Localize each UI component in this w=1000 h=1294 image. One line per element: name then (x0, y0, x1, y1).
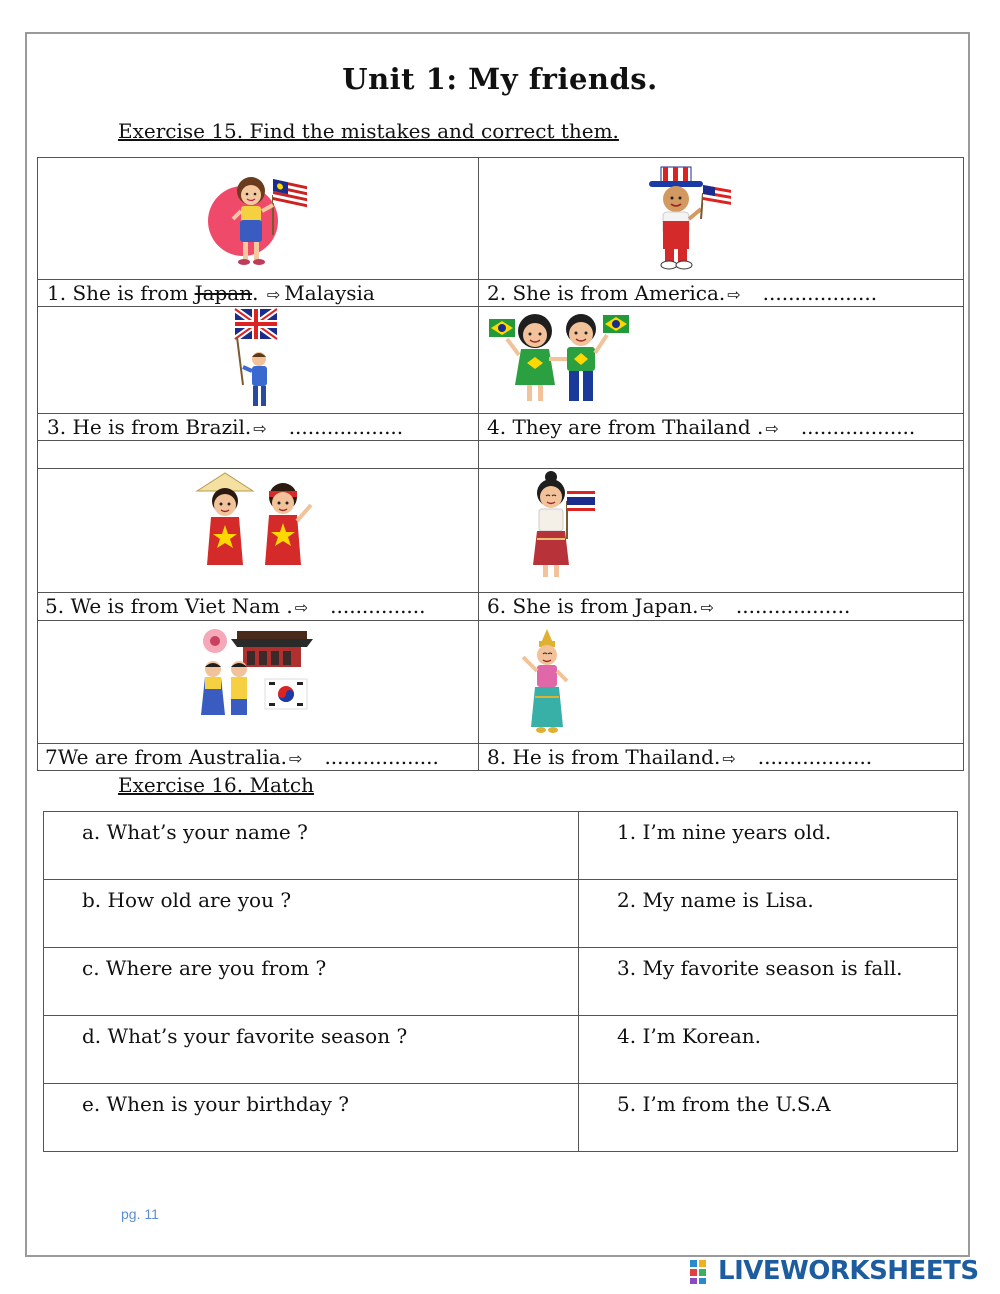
vietnam-children-icon (195, 469, 320, 587)
match-answer[interactable]: 5. I’m from the U.S.A (617, 1092, 831, 1116)
answer-blank[interactable]: .................. (324, 745, 439, 769)
page-number: pg. 11 (121, 1206, 159, 1222)
match-question[interactable]: b. How old are you ? (82, 888, 292, 912)
exercise-15-item-4 (487, 415, 915, 441)
match-question[interactable]: d. What’s your favorite season ? (82, 1024, 408, 1048)
thai-dancer-icon (517, 627, 577, 739)
outline-right-arrow-icon: ⇨ (722, 749, 736, 768)
answer-blank[interactable]: .................. (757, 745, 873, 769)
match-row (43, 1083, 958, 1152)
liveworksheets-logo-icon (690, 1260, 716, 1284)
column-divider (578, 1084, 579, 1151)
answer-blank[interactable]: .................. (288, 415, 404, 439)
brand-logo[interactable] (690, 1256, 979, 1286)
outline-right-arrow-icon: ⇨ (266, 285, 281, 304)
outline-right-arrow-icon: ⇨ (765, 419, 779, 438)
match-row (43, 1015, 958, 1084)
item-text: 1. She is from (47, 281, 189, 305)
column-divider (578, 1016, 579, 1083)
page-title: Unit 1: My friends. (342, 62, 658, 96)
match-row (43, 811, 958, 880)
outline-right-arrow-icon: ⇨ (294, 598, 309, 617)
struck-word: Japan (194, 281, 253, 305)
match-question[interactable]: a. What’s your name ? (82, 820, 308, 844)
korea-children-icon (199, 623, 314, 723)
match-row (43, 947, 958, 1016)
outline-right-arrow-icon: ⇨ (289, 749, 303, 768)
column-divider (578, 880, 579, 947)
brazil-children-icon (485, 309, 635, 407)
item-text: 2. She is from America. (487, 281, 726, 305)
item-text: 8. He is from Thailand. (487, 745, 721, 769)
column-divider (578, 948, 579, 1015)
answer-text: Malaysia (284, 281, 375, 305)
brand-name: LIVEWORKSHEETS (718, 1256, 979, 1286)
match-answer[interactable]: 3. My favorite season is fall. (617, 956, 903, 980)
answer-blank[interactable]: ............... (330, 594, 426, 618)
exercise-15-heading: Exercise 15. Find the mistakes and correct them. (118, 119, 619, 143)
match-answer[interactable]: 4. I’m Korean. (617, 1024, 762, 1048)
match-row (43, 879, 958, 948)
item-text: 5. We is from Viet Nam . (45, 594, 293, 618)
answer-blank[interactable]: .................. (762, 281, 878, 305)
column-divider (578, 812, 579, 879)
match-question[interactable]: e. When is your birthday ? (82, 1092, 350, 1116)
item-text: 3. He is from Brazil. (47, 415, 252, 439)
exercise-15-item-8 (487, 745, 872, 771)
exercise-15-item-1 (47, 281, 375, 307)
item-text: 6. She is from Japan. (487, 594, 699, 618)
exercise-15-item-6 (487, 594, 850, 620)
answer-blank[interactable]: .................. (735, 594, 851, 618)
exercise-15-item-5 (45, 594, 426, 620)
thai-girl-icon (521, 469, 601, 587)
empty-cell (37, 440, 479, 469)
item-text: 4. They are from Thailand . (487, 415, 764, 439)
empty-cell (478, 440, 964, 469)
match-answer[interactable]: 2. My name is Lisa. (617, 888, 814, 912)
exercise-16-heading: Exercise 16. Match (118, 773, 315, 797)
answer-blank[interactable]: .................. (800, 415, 916, 439)
exercise-16-table (43, 811, 958, 1152)
match-question[interactable]: c. Where are you from ? (82, 956, 327, 980)
exercise-15-item-7 (45, 745, 439, 771)
item-text: 7We are from Australia. (45, 745, 288, 769)
malaysia-girl-icon (207, 165, 317, 273)
item-punct: . (252, 281, 265, 305)
america-boy-icon (645, 163, 745, 273)
outline-right-arrow-icon: ⇨ (700, 598, 714, 617)
exercise-15-item-2 (487, 281, 877, 307)
outline-right-arrow-icon: ⇨ (727, 285, 741, 304)
match-answer[interactable]: 1. I’m nine years old. (617, 820, 832, 844)
outline-right-arrow-icon: ⇨ (253, 419, 267, 438)
uk-man-icon (229, 307, 289, 412)
exercise-15-item-3 (47, 415, 403, 441)
